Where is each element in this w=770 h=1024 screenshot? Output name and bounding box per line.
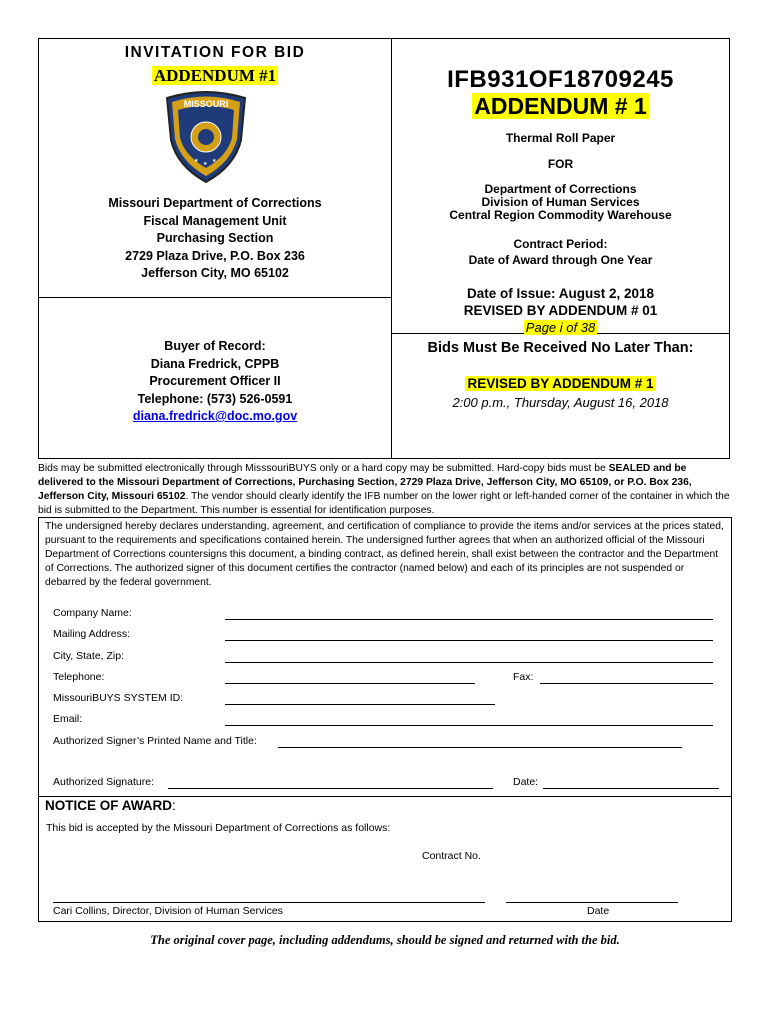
- footer-note: The original cover page, including addendums, should be signed and returned with the bid.: [150, 933, 620, 947]
- bids-due-revised: REVISED BY ADDENDUM # 1: [467, 376, 654, 391]
- company-name-label: Company Name:: [53, 607, 132, 619]
- award-heading-colon: :: [172, 798, 176, 813]
- city-state-zip-field[interactable]: [225, 662, 713, 663]
- buyer-line: Telephone: (573) 526-0591: [137, 391, 293, 406]
- page-number-wrap: [391, 319, 730, 337]
- page-number: Page i of 38: [525, 320, 596, 335]
- agency-line: Fiscal Management Unit: [143, 213, 287, 228]
- award-heading: [45, 798, 176, 813]
- addendum-heading-wrap: [391, 93, 730, 120]
- director-signature-line[interactable]: [53, 902, 485, 903]
- doc-seal-logo: [161, 90, 251, 185]
- buyer-line: Buyer of Record:: [164, 339, 266, 353]
- agency-address: [38, 195, 392, 283]
- signature-label: Authorized Signature:: [53, 776, 154, 788]
- award-heading-text: NOTICE OF AWARD: [45, 798, 172, 813]
- buyer-line: Procurement Officer II: [149, 374, 281, 388]
- email-field[interactable]: [225, 725, 713, 726]
- agency-line: Jefferson City, MO 65102: [141, 266, 289, 280]
- submission-note-part1: Bids may be submitted electronically through MisssouriBUYS only or a hard copy may be submitted. Hard-copy bids must be: [38, 463, 609, 474]
- telephone-label: Telephone:: [53, 671, 105, 683]
- bids-due-label: Bids Must Be Received No Later Than:: [427, 340, 694, 356]
- mailing-address-label: Mailing Address:: [53, 628, 131, 640]
- ifb-number: IFB931OF18709245: [447, 66, 674, 93]
- submission-note: [38, 462, 732, 518]
- dept-line: Department of Corrections: [484, 182, 637, 196]
- mailing-address-field[interactable]: [225, 640, 713, 641]
- svg-text:★: ★: [194, 158, 199, 164]
- svg-text:★: ★: [212, 158, 217, 164]
- award-text: This bid is accepted by the Missouri Department of Corrections as follows:: [46, 822, 391, 834]
- award-date-line[interactable]: [506, 902, 678, 903]
- submission-note-part3: . The vendor should clearly identify the IFB number on the lower right or left-handed corner of the container in which the bid is submitted to the Department. This number is essential for identification purposes.: [38, 491, 730, 516]
- signer-name-title-field[interactable]: [278, 747, 682, 748]
- signature-date-label: Date:: [513, 776, 539, 788]
- city-state-zip-label: City, State, Zip:: [53, 650, 124, 662]
- director-name: Cari Collins, Director, Division of Human Services: [53, 905, 283, 917]
- bids-due-time: 2:00 p.m., Thursday, August 16, 2018: [452, 395, 669, 410]
- fax-field[interactable]: [540, 683, 713, 684]
- submission-note-part2: SEALED and be delivered to the Missouri Department of Corrections, Purchasing Section, 2729 Plaza Drive, Jefferson City, MO 65109, or P.O. Box 236, Jefferson City, Missouri 65102: [38, 463, 692, 502]
- dept-block: [391, 183, 730, 222]
- award-date-label: Date: [587, 905, 610, 917]
- agency-line: 2729 Plaza Drive, P.O. Box 236: [125, 248, 305, 263]
- ifb-title: INVITATION FOR BID: [124, 44, 306, 61]
- for-label: FOR: [547, 157, 574, 171]
- system-id-field[interactable]: [225, 704, 495, 705]
- dept-line: Central Region Commodity Warehouse: [449, 208, 672, 222]
- issue-date: Date of Issue: August 2, 2018: [466, 286, 655, 301]
- email-label: Email:: [53, 713, 83, 725]
- signature-date-field[interactable]: [543, 788, 719, 789]
- product-name: Thermal Roll Paper: [505, 131, 616, 145]
- agency-line: Purchasing Section: [156, 231, 274, 245]
- fax-label: Fax:: [513, 671, 534, 683]
- contract-period-label: Contract Period:: [513, 237, 608, 251]
- svg-text:★: ★: [203, 161, 208, 167]
- seal-text-top: MISSOURI: [183, 99, 229, 109]
- addendum-badge-wrap: [38, 66, 392, 86]
- buyer-of-record: [38, 338, 392, 426]
- signer-name-title-label: Authorized Signer’s Printed Name and Title:: [53, 735, 257, 747]
- company-name-field[interactable]: [225, 619, 713, 620]
- addendum-heading: ADDENDUM # 1: [474, 93, 647, 119]
- signature-field[interactable]: [168, 788, 493, 789]
- contract-period-value: Date of Award through One Year: [468, 253, 653, 267]
- contract-number-label: Contract No.: [422, 850, 481, 862]
- dept-line: Division of Human Services: [481, 195, 640, 209]
- addendum-badge: ADDENDUM #1: [153, 66, 277, 85]
- agency-line: Missouri Department of Corrections: [108, 196, 322, 210]
- telephone-field[interactable]: [225, 683, 475, 684]
- bids-due-revised-wrap: [391, 375, 730, 393]
- system-id-label: MissouriBUYS SYSTEM ID:: [53, 692, 184, 704]
- award-box: [38, 796, 732, 922]
- declaration-text: The undersigned hereby declares understanding, agreement, and certification of compliance to provide the items and/or services at the prices stated, pursuant to the requirements and specifications contained herein. The undersigned further agrees that when an authorized official of the Missouri Department of Corrections countersigns this document, a binding contract, as defined herein, shall exist between the contractor and the Department of Corrections. The authorized signer of this document certifies the contractor (named below) and each of its principles are not suspended or debarred by the federal government.: [45, 521, 724, 588]
- buyer-email-link[interactable]: diana.fredrick@doc.mo.gov: [132, 409, 298, 423]
- revised-label: REVISED BY ADDENDUM # 01: [463, 303, 658, 318]
- buyer-line: Diana Fredrick, CPPB: [150, 356, 280, 371]
